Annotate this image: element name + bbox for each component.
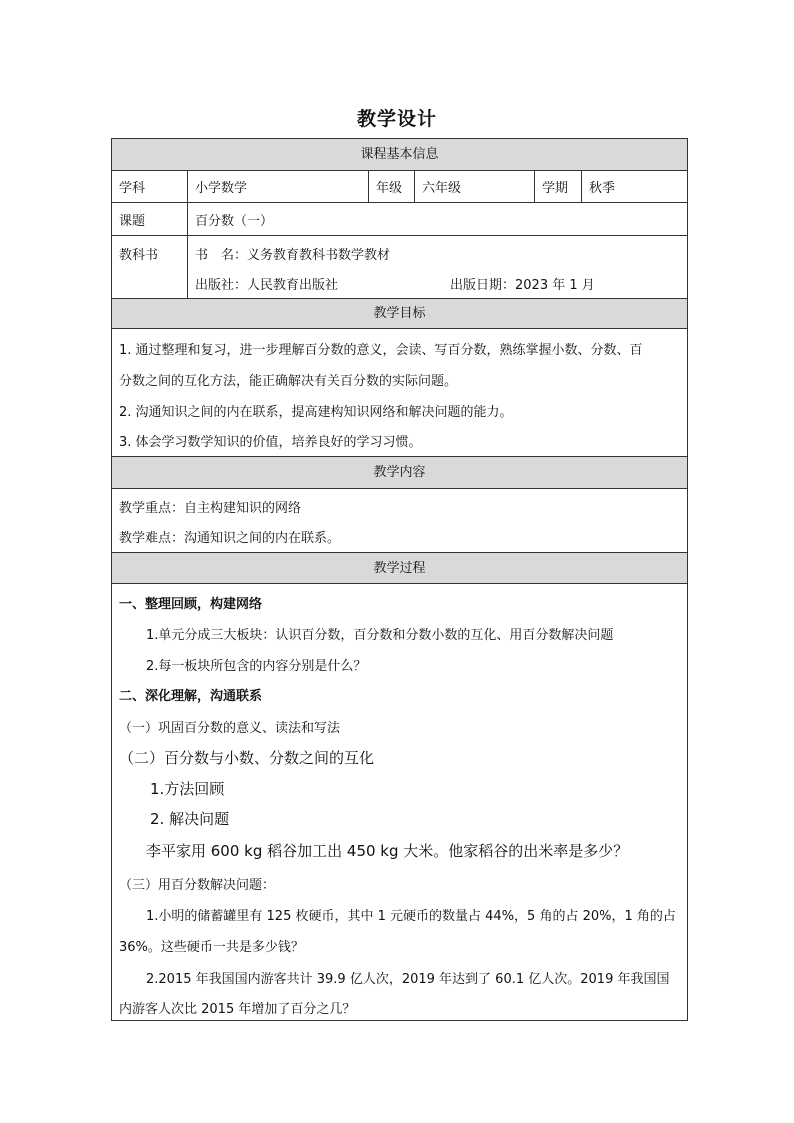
part2-subsection: （一）巩固百分数的意义、读法和写法 (119, 721, 341, 736)
info-row-subject (112, 171, 687, 203)
objective-line: 分数之间的互化方法，能正确解决有关百分数的实际问题。 (119, 374, 458, 389)
publish-date: 出版日期：2023 年 1 月 (450, 278, 595, 293)
grade-value: 六年级 (415, 171, 535, 202)
section-title: 教学目标 (373, 306, 426, 321)
info-row-textbook (112, 236, 687, 299)
part1-title: 一、整理回顾，构建网络 (119, 597, 263, 612)
problem-text: 李平家用 600 kg 稻谷加工出 450 kg 大米。他家稻谷的出米率是多少？ (146, 842, 629, 860)
publisher: 出版社：人民教育出版社 (195, 278, 339, 293)
section-title: 课程基本信息 (360, 147, 439, 162)
info-row-topic (112, 203, 687, 236)
textbook-label: 教科书 (112, 236, 188, 298)
objectives-body (112, 329, 687, 457)
process-body (112, 584, 687, 1020)
objective-line: 3. 体会学习数学知识的价值，培养良好的学习习惯。 (119, 435, 422, 450)
section-header-objectives (112, 299, 687, 329)
content-body (112, 489, 687, 553)
section-title: 教学内容 (373, 465, 426, 480)
solve-problem: 2. 解决问题 (150, 810, 230, 828)
term-label: 学期 (535, 171, 582, 202)
section-header-process (112, 553, 687, 584)
question-line: 内游客人次比 2015 年增加了百分之几？ (119, 1002, 356, 1017)
grade-label: 年级 (369, 171, 415, 202)
subject-label: 学科 (112, 171, 188, 202)
part2-subsection: （二）百分数与小数、分数之间的互化 (119, 749, 375, 767)
section-title: 教学过程 (373, 561, 426, 576)
objective-line: 2. 沟通知识之间的内在联系，提高建构知识网络和解决问题的能力。 (119, 405, 513, 420)
question-line: 2.2015 年我国国内游客共计 39.9 亿人次，2019 年达到了 60.1 亿人次。2019 年我国国 (146, 972, 670, 987)
part1-item: 1.单元分成三大板块：认识百分数，百分数和分数小数的互化、用百分数解决问题 (146, 628, 614, 643)
textbook-details (188, 236, 687, 298)
page-title: 教学设计 (356, 108, 437, 130)
question-line: 36%。这些硬币一共是多少钱？ (119, 940, 304, 955)
topic-label: 课题 (112, 203, 188, 235)
term-value: 秋季 (589, 181, 616, 196)
book-name: 书 名：义务教育教科书数学教材 (195, 248, 391, 263)
topic-value: 百分数（一） (195, 213, 274, 229)
question-line: 1.小明的储蓄罐里有 125 枚硬币，其中 1 元硬币的数量占 44%，5 角的占 20%，1 角的占 (146, 909, 676, 924)
section-header-content (112, 457, 687, 489)
key-point: 教学重点：自主构建知识的网络 (119, 501, 302, 516)
part2-title: 二、深化理解，沟通联系 (119, 689, 263, 704)
section-header-basic-info (112, 139, 687, 171)
subject-value: 小学数学 (188, 171, 369, 202)
lesson-plan-table (111, 138, 688, 1021)
difficulty: 教学难点：沟通知识之间的内在联系。 (119, 531, 341, 546)
part2-subsection: （三）用百分数解决问题： (119, 878, 276, 893)
part1-item: 2.每一板块所包含的内容分别是什么？ (146, 659, 367, 674)
objective-line: 1. 通过整理和复习，进一步理解百分数的意义，会读、写百分数，熟练掌握小数、分数、百 (119, 343, 643, 358)
method-review: 1.方法回顾 (150, 780, 225, 798)
